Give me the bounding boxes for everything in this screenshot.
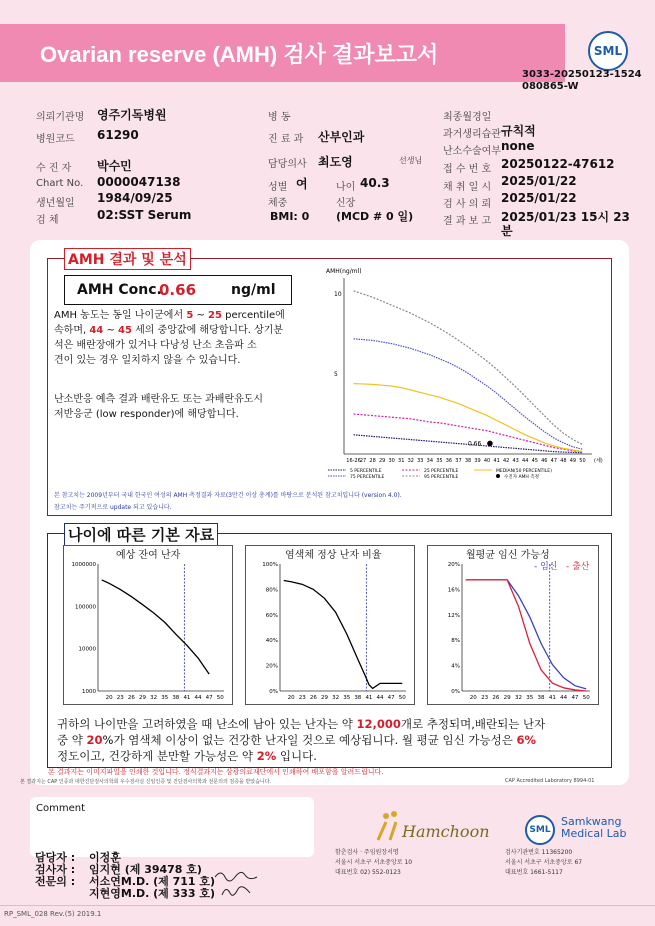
amh-section-title: AMH 결과 및 분석 xyxy=(64,248,191,270)
x-tick-label: 29 xyxy=(138,695,146,701)
label: 담당의사 xyxy=(268,159,307,170)
amh-response: 난소반응 예측 결과 배란유도 또는 과배란유도시 저반응군 (low responder)에 해당합니다. xyxy=(54,394,264,420)
x-tick-label: 32 xyxy=(150,695,158,701)
x-tick-label: 35 xyxy=(343,695,351,701)
y-tick-label: 60% xyxy=(265,612,278,619)
amh-conc-value: 0.66 xyxy=(159,281,197,299)
series-line xyxy=(102,580,209,674)
label: 검 체 xyxy=(36,215,59,226)
hamchoon-logo xyxy=(370,808,490,848)
y-tick-label: 16% xyxy=(447,587,460,594)
legend-patient: 수진자 AMH 측정 xyxy=(504,475,539,480)
x-tick-label: 41 xyxy=(493,458,500,464)
y-tick-label: 1000000 xyxy=(71,562,96,568)
x-tick-label: 47 xyxy=(205,695,213,701)
x-tick-label: 20 xyxy=(287,695,295,701)
y-tick-label: 20% xyxy=(265,663,278,670)
label: 성별 xyxy=(268,182,288,193)
sml-lab-logo-text: SML xyxy=(529,825,551,835)
y-tick-label: 8% xyxy=(451,638,460,645)
x-tick-label: 41 xyxy=(365,695,373,701)
amh-interpretation: AMH 농도는 동일 나이군에서 5 ~ 25 percentile에 속하며, 44 ~ 45 세의 중앙값에 해당합니다. 상기분 석은 배란장애가 있거나 다낭성 난소 초음파 소 견이 있는 경우 일치하지 않을 수 있습니다. xyxy=(54,310,285,366)
cap-accreditation: CAP Accredited Laboratory 8994-01 xyxy=(505,778,595,784)
label: 나이 xyxy=(336,182,356,193)
department: 산부인과 xyxy=(318,130,365,144)
x-tick-label: 45 xyxy=(531,458,538,464)
hospital: 영주기독병원 xyxy=(97,108,167,122)
y-tick-label: 0% xyxy=(269,689,278,695)
x-tick-label: 23 xyxy=(116,695,124,701)
x-tick-label: 42 xyxy=(502,458,510,464)
test-date: 2025/01/22 xyxy=(501,191,577,205)
x-tick-label: 30 xyxy=(388,458,395,464)
y-tick-label: 0% xyxy=(451,689,460,695)
x-tick-label: 50 xyxy=(398,695,406,701)
y-tick-label: 80% xyxy=(265,587,278,594)
legend-entry: MEDIAN(50 PERCENTILE) xyxy=(496,469,552,474)
legend-entry: 75 PERCENTILE xyxy=(350,475,385,480)
amh-footnote-1: 본 참고치는 2009년부터 국내 한국인 여성의 AMH 측정결과 자료(3만건 이상 총계)를 바탕으로 분석된 참고치입니다 (version 4.0). xyxy=(54,492,402,499)
x-tick-label: 29 xyxy=(378,458,386,464)
form-id: RP_SML_028 Rev.(5) 2019.1 xyxy=(4,910,102,918)
chart3-title: 월평균 임신 가능성 xyxy=(466,550,550,561)
y-tick-label: 5 xyxy=(334,371,338,378)
x-tick-label: 43 xyxy=(512,458,519,464)
x-tick-label: 26 xyxy=(309,695,317,701)
x-tick-label: 20 xyxy=(105,695,113,701)
label: 채 취 일 시 xyxy=(443,182,492,193)
label: 의뢰기관명 xyxy=(36,112,85,123)
cycle: 규칙적 xyxy=(501,124,536,138)
hamchoon-name: Hamchoon xyxy=(402,822,490,841)
x-tick-label: 44 xyxy=(560,695,568,701)
x-tick-label: 46 xyxy=(541,458,548,464)
x-tick-label: 47 xyxy=(387,695,395,701)
remaining-eggs-chart xyxy=(64,558,230,702)
label: 생년월일 xyxy=(36,198,75,209)
x-tick-label: 49 xyxy=(569,458,577,464)
label: 결 과 보 고 xyxy=(443,216,492,227)
basic-summary: 귀하의 나이만을 고려하였을 때 난소에 남아 있는 난자는 약 12,000개로 추정되며,배란되는 난자 중 약 20%가 염색체 이상이 없는 건강한 난자일 것으로 예상됩니다. 월 평균 임신 가능성은 6% 정도이고, 건강하게 분만할 가능성은 약 2% 입니다. xyxy=(57,717,546,763)
label: 진 료 과 xyxy=(268,134,304,145)
x-tick-label: 16-26 xyxy=(346,458,361,464)
normal-egg-ratio-chart xyxy=(246,558,412,702)
x-tick-label: 37 xyxy=(455,458,462,464)
birth-date: 1984/09/25 xyxy=(97,191,173,205)
x-tick-label: 50 xyxy=(579,458,586,464)
x-tick-label: 28 xyxy=(369,458,376,464)
hospital-code: 61290 xyxy=(97,128,139,142)
patient-point xyxy=(487,441,493,447)
document-number: 3033-20250123-1524 080865-W xyxy=(522,69,642,92)
y-tick-label: 10 xyxy=(334,291,342,298)
y-tick-label: 20% xyxy=(447,562,460,568)
x-tick-label: 20 xyxy=(469,695,477,701)
receipt-no: 20250122-47612 xyxy=(501,157,615,171)
y-tick-label: 100% xyxy=(262,562,278,568)
label: 검 사 의 뢰 xyxy=(443,199,492,210)
chart3-legend-pregnancy: - 임신 xyxy=(534,562,558,572)
comment-box xyxy=(30,797,314,857)
y-tick-label: 4% xyxy=(451,663,460,670)
physician-suffix: 선생님 xyxy=(399,156,423,165)
amh-conc-unit: ng/ml xyxy=(231,282,276,298)
label: 과거생리습관 xyxy=(443,129,501,140)
series-line xyxy=(466,580,586,691)
x-tick-label: 26 xyxy=(127,695,135,701)
label: 신장 xyxy=(336,198,356,209)
x-tick-label: 27 xyxy=(359,458,367,464)
chart3-legend-birth: - 출산 xyxy=(566,562,590,572)
x-tick-label: 23 xyxy=(481,695,489,701)
x-tick-label: 44 xyxy=(522,458,529,464)
x-tick-label: 29 xyxy=(320,695,328,701)
legend-entry: 95 PERCENTILE xyxy=(424,475,459,480)
sex: 여 xyxy=(296,177,308,191)
amh-percentile-chart xyxy=(320,264,603,486)
x-tick-label: 38 xyxy=(537,695,545,701)
y-axis-label: AMH(ng/ml) xyxy=(326,268,362,275)
x-tick-label: 44 xyxy=(376,695,384,701)
x-tick-label: 23 xyxy=(298,695,306,701)
x-tick-label: 38 xyxy=(172,695,180,701)
label: 병 동 xyxy=(268,112,291,123)
x-tick-label: 38 xyxy=(354,695,362,701)
x-tick-label: 31 xyxy=(398,458,405,464)
label: 최종월경일 xyxy=(443,112,492,123)
sml-logo-text: SML xyxy=(593,44,623,58)
x-tick-label: 32 xyxy=(332,695,340,701)
patient-name: 박수민 xyxy=(97,159,132,173)
x-tick-label: 35 xyxy=(436,458,443,464)
signers: 담당자 : 이정훈 검사자 : 임지현 (제 39478 호) 전문의 : 서소연M.D. (제 711 호) 지현영M.D. (제 333 호) xyxy=(35,851,216,900)
x-tick-label: 35 xyxy=(526,695,534,701)
legend-entry: 25 PERCENTILE xyxy=(424,469,459,474)
samkwang-info: 검사기관번호 11365200 서울시 서초구 서초중앙로 67 대표번호 1661-5117 xyxy=(505,849,583,876)
y-tick-label: 1000 xyxy=(82,689,96,695)
series-line xyxy=(466,580,586,689)
signature-image xyxy=(210,863,270,903)
x-tick-label: 26 xyxy=(492,695,500,701)
pregnancy-chance-chart xyxy=(428,558,596,702)
series-line xyxy=(284,581,403,689)
y-tick-label: 100000 xyxy=(75,604,96,611)
x-tick-label: 32 xyxy=(407,458,414,464)
bmi: BMI: 0 xyxy=(270,210,310,223)
x-tick-label: 38 xyxy=(464,458,472,464)
x-tick-label: 47 xyxy=(571,695,579,701)
chart1-title: 예상 잔여 난자 xyxy=(116,550,181,561)
legend-patient-marker xyxy=(496,474,500,478)
physician: 최도영 xyxy=(318,155,353,169)
x-tick-label: 36 xyxy=(445,458,453,464)
amh-conc-box xyxy=(64,275,292,305)
cap-line: 본 결과지는 CAP 인증과 대한진단검사의학회 우수검사실 신임인증 및 진단검사의학과 전문의의 검증을 받았습니다. xyxy=(20,779,272,785)
patient-point-label: 0.66 xyxy=(467,440,482,448)
x-tick-label: 50 xyxy=(582,695,590,701)
amh-conc-label: AMH Conc. xyxy=(77,282,162,298)
hamchoon-info: 함춘검사 · 주임원장서명 서울시 서초구 서초중앙로 10 대표번호 02) 552-0123 xyxy=(335,849,413,876)
x-tick-label: 48 xyxy=(560,458,567,464)
chart2-title: 염색체 정상 난자 비율 xyxy=(285,550,382,561)
label: 체중 xyxy=(268,198,288,209)
x-tick-label: 50 xyxy=(216,695,224,701)
label: Chart No. xyxy=(36,178,84,189)
legend-entry: 5 PERCENTILE xyxy=(350,469,382,474)
amh-footnote-2: 참고치는 주기적으로 update 되고 있습니다. xyxy=(54,504,172,511)
x-tick-label: 41 xyxy=(548,695,556,701)
report-date: 2025/01/23 15시 23 xyxy=(501,210,630,224)
x-tick-label: 39 xyxy=(474,458,481,464)
chart-no: 0000047138 xyxy=(97,175,181,189)
x-tick-label: 40 xyxy=(483,458,491,464)
specimen: 02:SST Serum xyxy=(97,208,192,222)
x-tick-label: 47 xyxy=(550,458,558,464)
report-title: Ovarian reserve (AMH) 검사 결과보고서 xyxy=(40,42,439,67)
x-tick-label: 34 xyxy=(426,458,434,464)
y-tick-label: 12% xyxy=(447,612,460,619)
y-tick-label: 40% xyxy=(265,638,278,645)
report-date-cont: 분 xyxy=(501,224,513,238)
x-tick-label: 33 xyxy=(417,458,424,464)
mcd: (MCD # 0 일) xyxy=(336,210,414,223)
samkwang-name: Samkwang Medical Lab xyxy=(561,815,627,840)
age: 40.3 xyxy=(360,176,390,190)
comment-label: Comment xyxy=(36,803,85,814)
x-tick-label: 44 xyxy=(194,695,202,701)
label: 수 진 자 xyxy=(36,163,72,174)
label: 난소수술여부 xyxy=(443,146,501,157)
collect-date: 2025/01/22 xyxy=(501,174,577,188)
x-tick-label: 35 xyxy=(161,695,169,701)
x-tick-label: 29 xyxy=(503,695,511,701)
basic-section-title: 나이에 따른 기본 자료 xyxy=(64,523,218,546)
chart-background xyxy=(320,264,603,486)
label: 접 수 번 호 xyxy=(443,164,492,175)
y-tick-label: 10000 xyxy=(78,646,96,653)
surgery: none xyxy=(501,139,535,153)
x-tick-label: 41 xyxy=(183,695,191,701)
label: 병원코드 xyxy=(36,134,75,145)
disclaimer: 본 결과지는 이미지파일을 인쇄한 것입니다. 정식결과지는 삼광의료재단에서 인쇄하여 배포함을 알려드립니다. xyxy=(48,768,384,776)
x-unit-label: (세) xyxy=(594,458,603,464)
x-tick-label: 32 xyxy=(514,695,522,701)
